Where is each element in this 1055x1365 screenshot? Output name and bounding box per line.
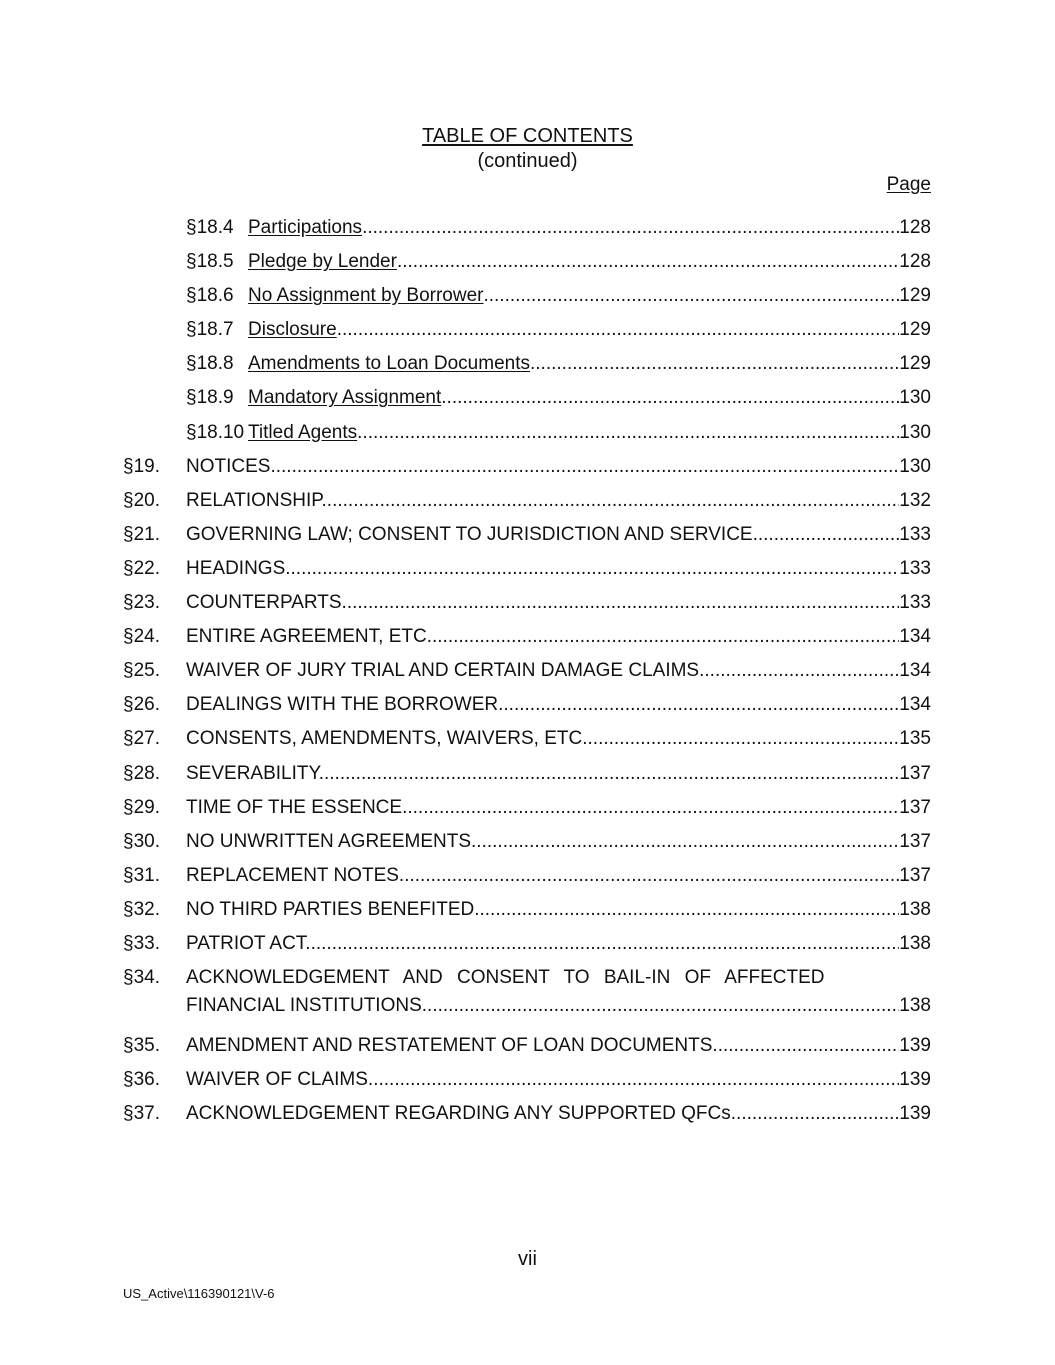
toc-title-text: TABLE OF CONTENTS	[422, 125, 633, 147]
dot-leader	[704, 657, 899, 685]
section-title-link[interactable]: ENTIRE AGREEMENT, ETC.	[186, 626, 432, 648]
section-title-link[interactable]: Disclosure	[248, 319, 337, 341]
table-of-contents	[123, 214, 931, 1134]
page-reference[interactable]: 135	[899, 728, 931, 750]
section-title-link[interactable]: WAIVER OF JURY TRIAL AND CERTAIN DAMAGE CLAIMS.	[186, 660, 705, 682]
page-reference[interactable]: 139	[899, 1035, 931, 1057]
dot-leader	[407, 794, 899, 822]
entry-text	[186, 589, 931, 617]
section-title-link[interactable]: Participations	[248, 217, 363, 238]
page-number: vii	[518, 1248, 537, 1270]
dot-leader	[503, 691, 899, 719]
section-title-first-line: ACKNOWLEDGEMENT AND CONSENT TO BAIL-IN OF AFFECTED	[186, 967, 825, 989]
toc-entry[interactable]	[123, 896, 931, 930]
page-reference[interactable]: 132	[899, 489, 931, 511]
entry-text	[248, 214, 931, 242]
toc-entry[interactable]	[123, 725, 931, 759]
page-reference[interactable]: 139	[899, 1103, 931, 1125]
section-number: §31.	[123, 864, 160, 886]
section-title-link[interactable]: COUNTERPARTS.	[186, 592, 347, 614]
toc-title	[0, 124, 1055, 148]
entry-text	[186, 862, 931, 890]
section-number: §25.	[123, 660, 160, 682]
section-number: §29.	[123, 796, 160, 818]
section-number: §36.	[123, 1069, 160, 1091]
section-number: §33.	[123, 932, 160, 954]
section-number: §20.	[123, 489, 160, 511]
dot-leader	[432, 623, 899, 651]
section-title-line-1	[186, 964, 868, 992]
toc-entry[interactable]	[123, 453, 931, 487]
section-number: §30.	[123, 830, 160, 852]
toc-entry[interactable]	[123, 248, 931, 282]
dot-leader	[476, 828, 899, 856]
entry-text	[248, 282, 931, 310]
section-title-link[interactable]: HEADINGS.	[186, 557, 291, 579]
section-number: §37.	[123, 1103, 160, 1125]
entry-text	[186, 623, 931, 651]
entry-text	[186, 453, 931, 481]
toc-entry[interactable]	[123, 282, 931, 316]
toc-entry[interactable]	[123, 794, 931, 828]
dot-leader	[276, 453, 900, 481]
section-number: §28.	[123, 762, 160, 784]
page-reference[interactable]: 133	[899, 523, 931, 545]
page-reference[interactable]: 137	[899, 762, 931, 784]
page-reference[interactable]: 134	[899, 626, 931, 648]
toc-entry[interactable]	[123, 828, 931, 862]
dot-leader	[404, 862, 899, 890]
page-reference[interactable]: 129	[899, 353, 931, 375]
dot-leader	[427, 992, 899, 1020]
dot-leader	[327, 487, 900, 515]
dot-leader	[441, 384, 899, 412]
page-reference[interactable]: 130	[899, 421, 931, 443]
toc-subtitle: (continued)	[477, 150, 578, 172]
section-title-link[interactable]: NOTICES.	[186, 455, 276, 477]
entry-text	[186, 964, 931, 1020]
page-reference[interactable]: 138	[899, 898, 931, 920]
toc-entry[interactable]	[123, 964, 931, 1032]
section-title-link[interactable]: FINANCIAL INSTITUTIONS.	[186, 995, 428, 1017]
toc-entry[interactable]	[123, 623, 931, 657]
entry-text	[186, 521, 931, 549]
toc-entry[interactable]	[123, 521, 931, 555]
dot-leader	[311, 930, 900, 958]
page-reference[interactable]: 134	[899, 660, 931, 682]
section-title-link[interactable]: ACKNOWLEDGEMENT REGARDING ANY SUPPORTED QFCs.	[186, 1103, 737, 1125]
section-title-link[interactable]: NO UNWRITTEN AGREEMENTS.	[186, 830, 477, 852]
section-title-link[interactable]: PATRIOT ACT.	[186, 932, 311, 954]
toc-entry[interactable]	[123, 419, 931, 453]
page-reference[interactable]: 129	[899, 319, 931, 341]
entry-text	[248, 316, 931, 344]
dot-leader	[347, 589, 899, 617]
toc-entry[interactable]	[123, 657, 931, 691]
entry-text	[248, 248, 931, 276]
dot-leader	[397, 248, 899, 276]
page-reference[interactable]: 133	[899, 557, 931, 579]
entry-text	[186, 555, 931, 583]
toc-entry[interactable]	[123, 384, 931, 418]
section-number: §18.10	[186, 421, 245, 443]
dot-leader	[718, 1032, 900, 1060]
section-number: §18.9	[186, 387, 234, 409]
entry-text	[186, 691, 931, 719]
entry-text	[186, 828, 931, 856]
entry-text	[186, 1100, 931, 1128]
dot-leader	[588, 725, 900, 753]
entry-text	[248, 419, 931, 447]
entry-text	[248, 384, 931, 412]
section-number: §27.	[123, 728, 160, 750]
section-title-link[interactable]: CONSENTS, AMENDMENTS, WAIVERS, ETC.	[186, 728, 588, 750]
dot-leader	[530, 350, 899, 378]
section-number: §24.	[123, 626, 160, 648]
dot-leader	[324, 760, 899, 788]
section-title-link[interactable]: No Assignment by Borrower	[248, 285, 484, 307]
section-number: §18.5	[186, 251, 234, 273]
section-number: §18.8	[186, 353, 234, 375]
toc-entry[interactable]	[123, 350, 931, 384]
section-title-link[interactable]: Amendments to Loan Documents	[248, 353, 530, 375]
section-title-link[interactable]: SEVERABILITY.	[186, 762, 324, 784]
entry-text	[186, 725, 931, 753]
section-number: §18.6	[186, 285, 234, 307]
toc-entry[interactable]	[123, 862, 931, 896]
entry-text	[186, 760, 931, 788]
dot-leader	[758, 521, 899, 549]
entry-text	[186, 657, 931, 685]
page-reference[interactable]: 138	[899, 932, 931, 954]
page-column-label: Page	[886, 174, 931, 195]
toc-entry[interactable]	[123, 1032, 931, 1066]
toc-entry[interactable]	[123, 930, 931, 964]
section-number: §26.	[123, 694, 160, 716]
section-number: §21.	[123, 523, 160, 545]
toc-entry[interactable]	[123, 555, 931, 589]
section-number: §23.	[123, 592, 160, 614]
dot-leader	[362, 214, 899, 242]
page-reference[interactable]: 139	[899, 1069, 931, 1091]
section-number: §18.7	[186, 319, 234, 341]
page-reference[interactable]: 138	[899, 995, 931, 1017]
section-title-link[interactable]: RELATIONSHIP.	[186, 489, 327, 511]
toc-entry[interactable]	[123, 1100, 931, 1134]
toc-entry[interactable]	[123, 487, 931, 521]
section-number: §22.	[123, 557, 160, 579]
dot-leader	[337, 316, 900, 344]
entry-text	[186, 794, 931, 822]
section-title-link[interactable]: AMENDMENT AND RESTATEMENT OF LOAN DOCUMENTS.	[186, 1035, 718, 1057]
section-number: §34.	[123, 967, 160, 989]
section-title-link[interactable]: REPLACEMENT NOTES.	[186, 864, 405, 886]
toc-entry[interactable]	[123, 316, 931, 350]
section-title-link[interactable]: Titled Agents	[248, 421, 358, 443]
entry-text	[186, 487, 931, 515]
section-number: §35.	[123, 1035, 160, 1057]
toc-entry[interactable]	[123, 691, 931, 725]
page-reference[interactable]: 128	[899, 251, 931, 273]
toc-entry[interactable]	[123, 760, 931, 794]
section-title-link[interactable]: WAIVER OF CLAIMS.	[186, 1069, 374, 1091]
toc-entry[interactable]	[123, 214, 931, 248]
section-title-link[interactable]: GOVERNING LAW; CONSENT TO JURISDICTION AND SERVICE.	[186, 523, 758, 545]
section-title-link[interactable]: DEALINGS WITH THE BORROWER.	[186, 694, 504, 716]
entry-text	[186, 1032, 931, 1060]
dot-leader	[484, 282, 900, 310]
toc-entry[interactable]	[123, 589, 931, 623]
page-reference[interactable]: 130	[899, 455, 931, 477]
page-reference[interactable]: 134	[899, 694, 931, 716]
section-number: §18.4	[186, 217, 234, 238]
document-id: US_Active\116390121\V-6	[123, 1286, 275, 1301]
dot-leader	[291, 555, 900, 583]
page-reference[interactable]: 137	[899, 796, 931, 818]
page-reference[interactable]: 137	[899, 830, 931, 852]
page-reference[interactable]: 137	[899, 864, 931, 886]
entry-text	[186, 930, 931, 958]
dot-leader	[736, 1100, 899, 1128]
section-title-link[interactable]: NO THIRD PARTIES BENEFITED.	[186, 898, 480, 920]
section-title-link[interactable]: Mandatory Assignment	[248, 387, 442, 409]
page-reference[interactable]: 129	[899, 285, 931, 307]
page-reference[interactable]: 130	[899, 387, 931, 409]
section-title-link[interactable]: TIME OF THE ESSENCE.	[186, 796, 408, 818]
page-reference[interactable]: 128	[899, 217, 931, 238]
section-number: §19.	[123, 455, 160, 477]
section-number: §32.	[123, 898, 160, 920]
entry-text	[186, 896, 931, 924]
entry-text	[248, 350, 931, 378]
entry-text	[186, 1066, 931, 1094]
page-reference[interactable]: 133	[899, 592, 931, 614]
section-title-link[interactable]: Pledge by Lender	[248, 251, 397, 273]
dot-leader	[480, 896, 900, 924]
dot-leader	[373, 1066, 899, 1094]
toc-entry[interactable]	[123, 1066, 931, 1100]
dot-leader	[357, 419, 899, 447]
